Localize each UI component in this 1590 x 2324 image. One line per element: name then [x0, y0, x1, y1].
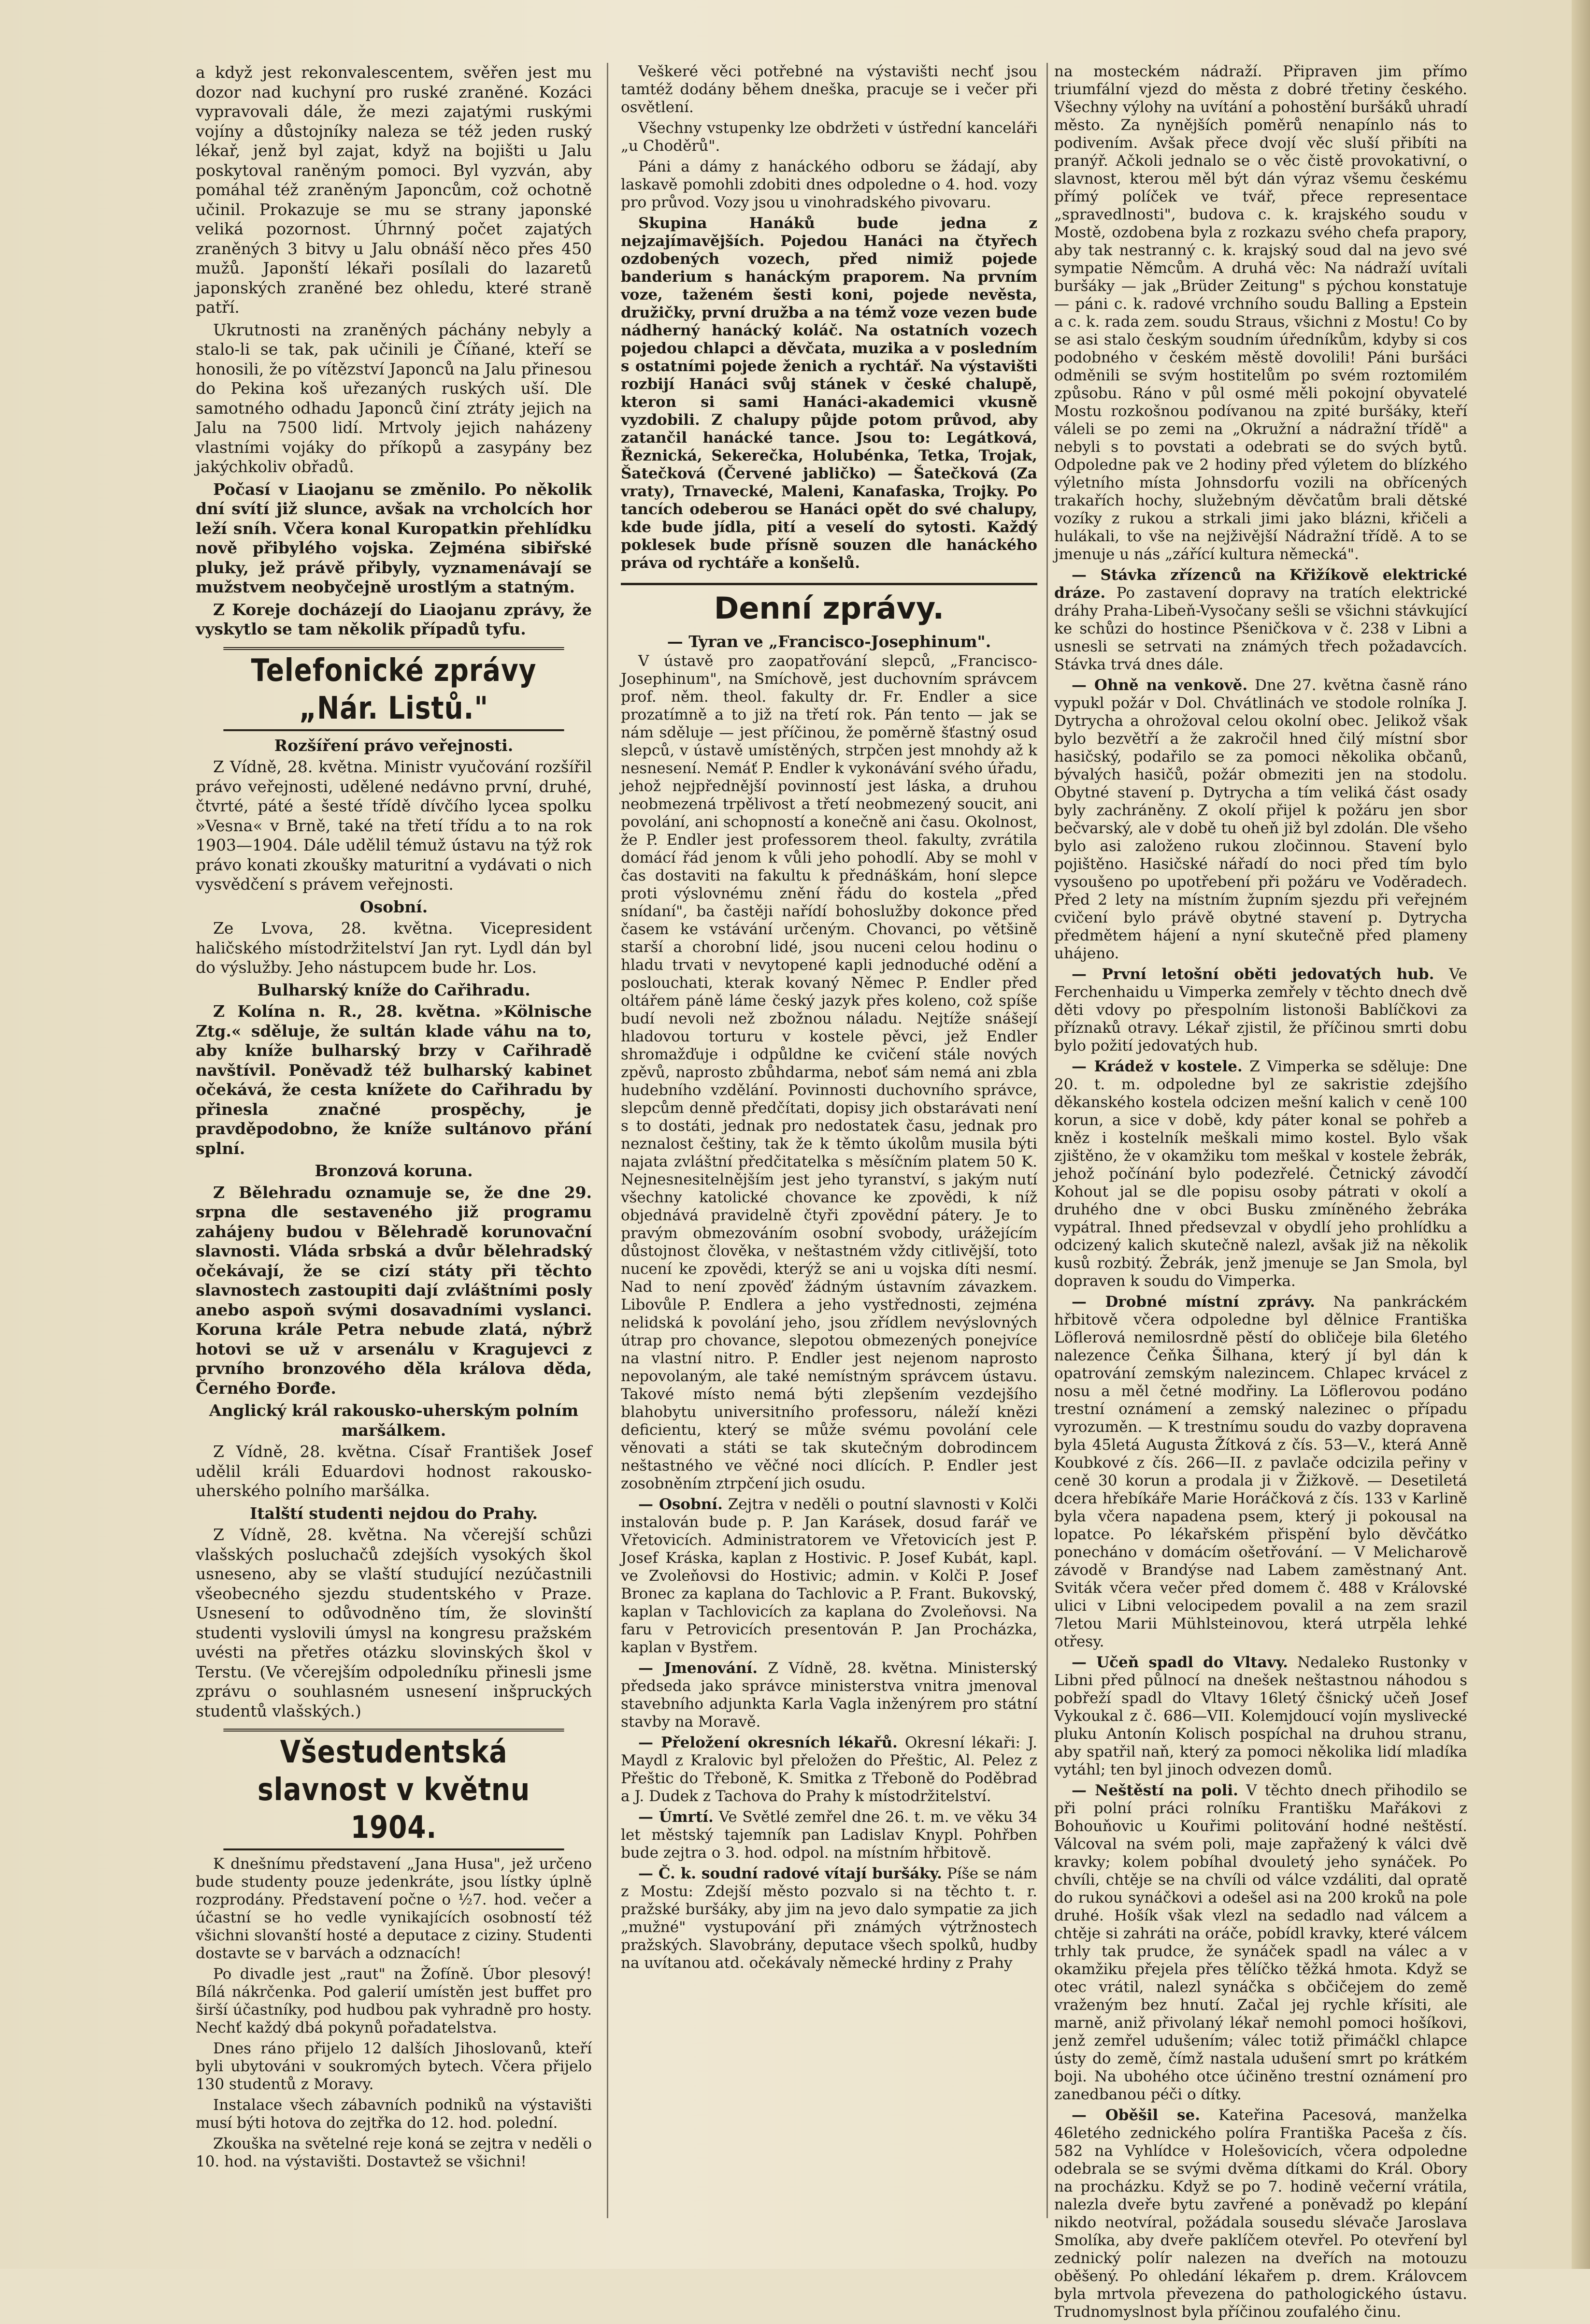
article-title: Bronzová koruna.	[315, 1161, 473, 1180]
paragraph: Veškeré věci potřebné na výstavišti nechť jsou tamtéž dodány během dneška, pracuje se i večer při osvětlení.	[621, 63, 1037, 116]
paragraph: Počasí v Liaojanu se změnilo. Po několik dní svítí již slunce, avšak na vrcholcích hor leží sníh. Včera konal Kuropatkin přehlídku nově přibylého vojska. Zejména sibiřské pluky, jež právě přibyly, vyznamenávají se mužstvem neobyčejně urostlým a statným.	[196, 479, 592, 596]
column-3	[1054, 63, 1467, 2324]
article-title: — Jmenování.	[638, 1660, 758, 1677]
paragraph: a když jest rekonvalescentem, svěřen jest mu dozor nad kuchyní pro ruské zraněné. Kozáci vypravovali dále, že mezi zajatými ruskými vojíny a důstojníky naleza se též jeden ruský lékař, jenž byl zajat, když na bojišti u Jalu poskytoval raněným pomoci. Byl vyzván, aby pomáhal též zraněným Japoncům, což ochotně učinil. Prokazuje se mu se strany japonské veliká pozornost. Úhrnný počet zajatých zraněných 3 bitvy u Jalu obnáší něco přes 450 mužů. Japonští lékaři posílali do lazaretů japonských zraněné bez ohledu, které straně patří.	[196, 63, 592, 317]
article-title: — Č. k. soudní radové vítají buršáky.	[638, 1865, 942, 1882]
column-2	[621, 63, 1037, 1975]
article-title: Anglický král rakousko-uherským polním maršálkem.	[209, 1401, 579, 1440]
paragraph: Ukrutnosti na zraněných páchány nebyly a stalo-li se tak, pak učinili je Číňané, kteří se honosili, že po vítězství Japonců na Jalu přinesou do Pekina koš uřezaných ruských uší. Dle samotného odhadu Japonců činí ztráty jejich na Jalu na 7500 lidí. Mrtvoly jejich naházeny vlastními vojáky do příkopů a zasypány bez jakýchkoliv obřadů.	[196, 320, 592, 476]
paragraph: na mosteckém nádraží. Připraven jim přímo triumfální vjezd do města z dobré třetiny českého. Všechny výlohy na uvítání a pohostění buršáků uhradí město. Za nynějších poměrů nenapínlo nás to podivením. Avšak přece dvojí věc sluší přibíti na pranýř. Ačkoli jednalo se o věc čistě provokativní, o slavnost, kterou měl být dán výraz všemu českému přímý políček ve tvář, přece representace „spravedlnosti", budova c. k. krajského soudu v Mostě, ozdobena byla z rozkazu svého chefa prapory, aby tak nestranný c. k. krajský soud dal na jevo své sympatie Němcům. A druhá věc: Na nádraží uvítali buršáky — jak „Brüder Zeitung" s pýchou konstatuje — páni c. k. radové vrchního soudu Balling a Epstein a c. k. rada zem. soudu Straus, všichni z Mostu! Co by se asi stalo českým soudním úředníkům, kdyby si cos podobného v českém městě dovolili! Páni buršáci odměnili se svým hostitelům po svém roztomilém způsobu. Ráno v půl osmé měli pokojní obyvatelé Mostu rozkošnou podívanou na zpité buršáky, kteří váleli se po zemi na „Okružní a nádražní třídě" a nebyli s to povstati a odebrati se do svých bytů. Odpoledne pak ve 2 hodiny před výletem do blízkého výletního místa Johnsdorfu vozili na obřícených trakařích hochy, služebným děvčatům brali dětské vozíky z rukou a strkali jimi jako blázni, křičeli a hulákali, to vše na nejživější Nádražní třídě. A to se jmenuje u nás „zářící kultura německá".	[1054, 63, 1467, 563]
column-rule	[1046, 63, 1048, 2218]
article-text: Na pankráckém hřbitově včera odpoledne byl dělnice Františka Löflerová nemilosrdně pěstí do obličeje bila 6letého nalezence Čeňka Šilhana, který jí byl dán k opatrování zemským nalezincem. Chlapec krvácel z nosu a měl četné modřiny. La Löflerovou podáno trestní oznámení a zemský nalezinec o případu vyrozuměn. — K trestnímu soudu do vazby dopravena byla 45letá Augusta Žítková z čís. 53—V., která Anně Koubkové z čís. 266—II. z pavlače odcizila peřiny v ceně 30 korun a prodala ji v Žižkově. — Desetiletá dcera hřebíkáře Marie Horáčková z čís. 133 v Karlině byla včera napadena psem, který ji pokousal na lopatce. Po lékařském přispění bylo děvčátko ponecháno v domácím ošetřování. — V Melicharově závodě v Brandýse nad Labem zaměstnaný Ant. Sviták včera večer před domem č. 488 v Královské ulici v Libni velocipedem povalil a na zem srazil 7letou Marii Mühlsteinovou, která utrpěla lehké otřesy.	[1054, 1293, 1467, 1650]
section-heading: Všestudentská slavnost v květnu 1904.	[223, 1729, 564, 1850]
article-title: — Učeň spadl do Vltavy.	[1072, 1654, 1288, 1671]
paragraph: K dnešnímu představení „Jana Husa", jež určeno bude studenty pouze jedenkráte, jsou lístky úplně rozprodány. Představení počne o ½7. hod. večer a účastní se ho vedle vynikajících osobností též všichni slovanští hosté a deputace z ciziny. Studenti dostavte se v barvách a odznacích!	[196, 1855, 592, 1962]
article-text: Z Vídně, 28. května. Ministerský předseda jako správce ministerstva vnitra jmenoval stavebního adjunkta Karla Vagla inženýrem pro státní stavby na Moravě.	[621, 1660, 1038, 1731]
article-title: Osobní.	[359, 897, 428, 916]
paragraph: Zkouška na světelné reje koná se zejtra v neděli o 10. hod. na výstavišti. Dostavtež se všichni!	[196, 2135, 592, 2170]
article-title: Italští studenti nejdou do Prahy.	[249, 1503, 538, 1523]
article-title: — Stávka zřízenců na Křižíkově elektrické dráze.	[1054, 566, 1467, 602]
article-text: Z Vídně, 28. května. Císař František Josef udělil králi Eduardovi hodnost rakousko-uherského polního maršálka.	[196, 1442, 592, 1500]
article-title: — Neštěstí na poli.	[1072, 1782, 1238, 1799]
article-text: Ve Světlé zemřel dne 26. t. m. ve věku 34 let městský tajemník pan Ladislav Knypl. Pohřben bude zejtra o 3. hod. odpol. na místním hřbitově.	[621, 1808, 1037, 1862]
article-title: — Ohně na venkově.	[1072, 677, 1248, 694]
paragraph: Po divadle jest „raut" na Žofíně. Úbor plesový! Bílá nákrčenka. Pod galerií umístěn jest buffet pro širší účastníky, pod hudbou pak vyhradně pro hosty. Nechť každý dbá pokynů pořadatelstva.	[196, 1965, 592, 2036]
article-text: Z Vimperka se sděluje: Dne 20. t. m. odpoledne byl ze sakristie zdejšího děkanského kostela odcizen mešní kalich v ceně 100 korun, a sice v době, kdy páter konal se pohřeb a kněz i kostelník meškali mimo kostel. Bylo však zjištěno, že v okamžiku tom meškal v kostele žebrák, jehož počínání bylo podezřelé. Četnický závodčí Kohout jal se dle popisu osoby pátrati v okolí a druhého dne v obci Busku zmíněného žebráka vypátral. Ihned předsevzal v obydlí jeho prohlídku a odcizený kalich skutečně nalezl, avšak již na několik kusů rozbitý. Žebrák, jenž jmenuje se Jan Smola, byl dopraven k soudu do Vimperka.	[1054, 1058, 1467, 1290]
article-text: Dne 27. května časně ráno vypukl požár v Dol. Chvátlinách ve stodole rolníka J. Dytrycha a ohrožoval celou okolní obec. Jelikož však bylo bezvětří a že zakročil hned čilý místní sbor hasičský, podařilo se za pomoci několika občanů, bývalých hasičů, požár obmeziti jen na stodolu. Obytné stavení p. Dytrycha a tím veliká část osady byly zachráněny. Z okolí přijel k požáru jen sbor bečvarský, ale v době tu oheň již byl zdolán. Dle všeho bylo asi založeno rukou zločinnou. Stavení bylo pojištěno. Hasičské nářadí do noci před tím bylo vysoušeno po upotřebení při požáru ve Voděradech. Před 2 lety na místním župním sjezdu při veřejném cvičení bylo právě obytné stavení p. Dytrycha předmětem hájení a nyní skutečně před plameny uhájeno.	[1054, 677, 1468, 962]
article-text: Z Kolína n. R., 28. května. »Kölnische Ztg.« sděluje, že sultán klade váhu na to, aby kníže bulharský brzy v Cařihradě navštívil. Poněvadž též bulharský kabinet očekává, že cesta knížete do Cařihradu by přinesla značné prospěchy, je pravděpodobno, že kníže sultánovo přání splní.	[196, 1002, 592, 1158]
article-title: Rozšíření právo veřejnosti.	[274, 736, 514, 755]
article-text: Píše se nám z Mostu: Zdejší město pozvalo si na těchto t. r. pražské buršáky, aby jim na jevo dalo sympatie za jich „mužné" vystupování při známých výtržnostech pražských. Slavobrány, deputace všech spolků, hudby na uvítanou atd. očekávaly německé hrdiny z Prahy	[621, 1865, 1037, 1972]
article-text: V těchto dnech přihodilo se při polní práci rolníku Františku Mařákovi z Bohouňovic u Kouřimi politování hodné neštěstí. Válcoval na svém poli, maje zapřažený k válci dvě kravky; kolem pobíhal dvouletý jeho synáček. Po chvíli, chtěje se na chvíli od válce vzdáliti, dal opratě do rukou synáčkovi a odešel asi na 200 kroků na pole druhé. Hošík však vlezl na sedadlo nad válcem a chtěje si zahráti na oráče, pobídl kravky, které válcem trhly tak prudce, že synáček spadl na válec a v okamžiku přejela přes tělíčko těžká hmota. Když se otec vrátil, nalezl synáčka s občičejem do země vraženým bez hnutí. Začal jej rychle křísiti, ale marně, aniž přivolaný lékař nemohl pomoci hošíkovi, jenž zemřel udušením; válec totiž přimáčkl chlapce ústy do země, čímž nastala udušení smrt po krátkém boji. Na ubohého otce účiněno trestní oznámení pro zanedbanou péči o dítky.	[1054, 1782, 1467, 2103]
paragraph: Páni a dámy z hanáckého odboru se žádají, aby laskavě pomohli zdobiti dnes odpoledne o 4. hod. vozy pro průvod. Vozy jsou u vinohradského pivovaru.	[621, 158, 1037, 211]
article-text: Po zastavení dopravy na tratích elektrické dráhy Praha-Libeň-Vysočany sešli se všichni stávkující ke schůzi do hostince Pšeničkova v č. 238 v Libni a usnesli se setrvati na známých třech požadavcích. Stávka trvá dnes dále.	[1054, 584, 1467, 673]
article-text: Ze Lvova, 28. května. Vicepresident haličského místodržitelství Jan ryt. Lydl dán byl do výslužby. Jeho nástupcem bude hr. Los.	[196, 919, 592, 977]
article-title: — Drobné místní zprávy.	[1072, 1293, 1315, 1311]
column-1	[196, 63, 592, 2174]
paragraph: Všechny vstupenky lze obdržeti v ústřední kanceláři „u Choděrů".	[621, 119, 1037, 155]
page-edge	[1572, 0, 1590, 2269]
column-rule	[607, 63, 608, 2218]
article-text: Z Bělehradu oznamuje se, že dne 29. srpna dle sestaveného již programu zahájeny budou v Bělehradě korunovační slavnosti. Vláda srbská a dvůr bělehradský očekávají, že se cizí státy při těchto slavnostech zastoupiti dají zvláštními posly anebo aspoň svými dosavadními vyslanci. Koruna krále Petra nebude zlatá, nýbrž hotovi se už v arsenálu v Kragujevci z prvního bronzového děla králova děda, Černého Đorđe.	[196, 1183, 592, 1398]
paragraph: Skupina Hanáků bude jedna z nejzajímavějších. Pojedou Hanáci na čtyřech ozdobených vozech, před nimiž pojede banderium s hanáckým praporem. Na prvním voze, taženém šesti koni, pojede nevěsta, družičky, první družba a na témž voze vezen bude nádherný hanácký koláč. Na ostatních vozech pojedou chlapci a děvčata, muzika a v posledním s ostatními pojede ženich a rychtář. Na výstavišti rozbijí Hanáci svůj stánek v české chalupě, kteron si sami Hanáci-akademici vkusně vyzdobili. Z chalupy půjde potom průvod, aby zatančil hanácké tance. Jsou to: Legátková, Řeznická, Sekerečka, Holubénka, Tetka, Trojak, Šatečková (Červené jabličko) — Šatečková (Za vraty), Trnavecké, Maleni, Kanafaska, Trojky. Po tancích odeberou se Hanáci opět do své chalupy, kde bude jídla, pití a veselí do sytosti. Každý poklesek bude přísně souzen dle hanáckého práva od rychtáře a konšelů.	[621, 215, 1037, 572]
article-text: Z Vídně, 28. května. Na včerejší schůzi vlašských posluchačů zdejších vysokých škol usneseno, aby se vlaští studující nezúčastnili všeobecného sjezdu studentského v Praze. Usnesení to odůvodněno tím, že slovinští studenti vyslovili úmysl na kongresu pražském uvésti na přetřes otázku slovinských škol v Terstu. (Ve včerejším odpoledníku přinesli jsme zprávu o souhlasném usnesení inšpruckých studentů vlašských.)	[196, 1525, 592, 1720]
article-title: — První letošní oběti jedovatých hub.	[1072, 966, 1434, 983]
article-text: Zejtra v neděli o poutní slavnosti v Kolči instalován bude p. P. Jan Karásek, dosud farář ve Vřetovicích. Administratorem ve Vřetovicích jest P. Josef Kráska, kaplan z Hostivic. P. Josef Kubát, kapl. ve Zvoleňovsi do Hostivic; admin. v Kolči P. Josef Bronec za kaplana do Tachlovic a P. Frant. Bukovský, kaplan v Tachlovicích za kaplana do Zvoleňovsi. Na faru v Petrovicích presentován P. Jan Procházka, kaplan v Bystřem.	[621, 1496, 1037, 1656]
article-text: V ústavě pro zaopatřování slepců, „Francisco-Josephinum", na Smíchově, jest duchovním správcem prof. něm. theol. fakulty dr. Fr. Endler a sice prozatímně a to již na třetí rok. Pán tento — jak se nám sděluje — jest příčinou, že poměrně šťastný osud slepců, v ústavě umístěných, strpčen jest mnohdy až k nesnesení. Nemáť P. Endler k vykonávání svého úřadu, jehož nejpřednější povinností jest láska, a druhou neobmezená trpělivost a třetí neobmezený soucit, ani povolání, ani schopností a konečně ani času. Okolnost, že P. Endler jest professorem theol. fakulty, zvrátila domácí řád jenom k vůli jeho pohodlí. Aby se mohl v čas dostaviti na fakultu k přednáškám, honí slepce proti výslovnému znění řádu do kostela „před snídaní", ba častěji nařídí bohoslužby dokonce před časem ke vstávání určeným. Chovanci, po většině starší a chorobní lidé, jsou nuceni celou hodinu o hladu trvati v nevytopené kapli jednoduché odění a poslouchati, kterak kovaný Němec P. Endler před oltářem páně láme český jazyk přes koleno, což spíše budí nevoli než zbožnou náladu. Nejtíže snášejí hladovou torturu v kostele pěvci, jež Endler shromažďuje i odpůldne ke cvičení stále nových zpěvů, naprosto zbůhdarma, neboť sám nemá ani zbla hudebního vzdělání. Povinnosti duchovního správce, slepcům denně předčítati, dopisy jich obstarávati není s to dostáti, jednak pro nedostatek času, jednak pro neznalost češtiny, tak že k těmto úkolům musila býti najata zvláštní předčitatelka s měsíčním platem 50 K. Nejnesnesitelnějším jest jeho tyranství, s jakým nutí všechny katolické chovance ke zpovědi, k níž objednává pravidelně čtyři zpovědní pátery. Je to pravým obmezováním osobní svobody, urážejícím důstojnost člověka, v neštastném vždy citlivější, toto nucení ke zpovědi, kterýž se ani u vojska díti nesmí. Nad to není zpověď žádným ústavním závazkem. Libovůle P. Endlera a jeho vystřednosti, zejména nelidská k povolání jeho, jsou zřídlem nevýslovných útrap pro chovance, slepotou obmezených ponejvíce na vlastní nitro. P. Endler jest nejenom naprosto nepovolaným, ale také nemístným správcem ústavu. Takové místo nemá býti zlepšením vezdejšího blahobytu universitního professoru, náleží knězi deficientu, který se může svému povolání cele věnovati a státi se tak skutečným dobrodincem neštastného ve věčné noci dlících. P. Endler jest zosobněním ztrpčení jich osudu.	[621, 652, 1037, 1492]
article-title: Bulharský kníže do Cařihradu.	[257, 980, 530, 999]
article-text: Okresní lékaři: J. Maydl z Kralovic byl přeložen do Přeštic, Al. Pelez z Přeštic do Třeboně, K. Smitka z Třeboně do Poděbrad a J. Dudek z Tachova do Prahy k místodržitelství.	[621, 1734, 1037, 1805]
section-heading: Denní zprávy.	[621, 583, 1037, 628]
article-title: — Přeložení okresních lékařů.	[638, 1734, 898, 1751]
article-title: — Osobní.	[638, 1496, 723, 1513]
article-title: — Úmrtí.	[638, 1808, 714, 1826]
article-text: Ve Ferchenhaidu u Vimperka zemřely v těchto dnech dvě děti vdovy po přespolním listonoši Bablíčkovi za příznaků otravy. Lékař zjistil, že příčinou smrti dobu bylo požití jedovatých hub.	[1054, 966, 1467, 1054]
article-text: Nedaleko Rustonky v Libni před půlnocí na dnešek neštastnou náhodou s pobřeží spadl do Vltavy 16letý čšnický učeň Josef Vykoukal z č. 686—VII. Kolemjdoucí vojín myslivecké pluku Antonín Kolisch pospíchal na druhou stranu, aby spatřil naň, který za pomoci několika lidí mladíka vytáhl; ten byl jinoch odvezen domů.	[1054, 1654, 1468, 1778]
paragraph: Dnes ráno přijelo 12 dalších Jihoslovanů, kteří byli ubytováni v soukromých bytech. Včera přijelo 130 studentů z Moravy.	[196, 2040, 592, 2093]
paragraph: Z Koreje docházejí do Liaojanu zprávy, že vyskytlo se tam několik případů tyfu.	[196, 600, 592, 638]
article-title: — Tyran ve „Francisco-Josephinum".	[667, 632, 991, 651]
article-title: — Krádež v kostele.	[1072, 1058, 1243, 1075]
paragraph: Instalace všech zábavních podniků na výstavišti musí býti hotova do zejtřka do 12. hod. polední.	[196, 2096, 592, 2132]
article-text: Kateřina Pacesová, manželka 46letého zednického políra Františka Paceša z čís. 582 na Vyhlídce v Holešovicích, včera odpoledne odebrala se se svými dvěma dítkami do Král. Obory na procházku. Když se po 7. hodině večerní vrátila, nalezla dveře bytu zavřené a poněvadž po klepání nikdo neotvíral, požádala sousedu slévače Jaroslava Smolíka, aby dveře paklíčem otevřel. Po otevření byl zednický polír nalezen na dveřích na motouzu oběšený. Po ohledání lékařem p. drem. Královcem byla mrtvola převezena do pathologického ústavu. Trudnomyslnost byla příčinou zoufalého činu.	[1054, 2107, 1467, 2321]
article-title: — Oběšil se.	[1072, 2107, 1200, 2124]
section-heading: Telefonické zprávy „Nár. Listů."	[223, 647, 564, 731]
article-text: Z Vídně, 28. května. Ministr vyučování rozšířil právo veřejnosti, udělené nedávno první, druhé, čtvrté, páté a šesté třídě dívčího lycea spolku »Vesna« v Brně, také na třetí třídu a to na rok 1903—1904. Dále udělil témuž ústavu na týž rok právo konati zkoušky maturitní a vydávati o nich vysvědčení s právem veřejnosti.	[196, 757, 592, 894]
